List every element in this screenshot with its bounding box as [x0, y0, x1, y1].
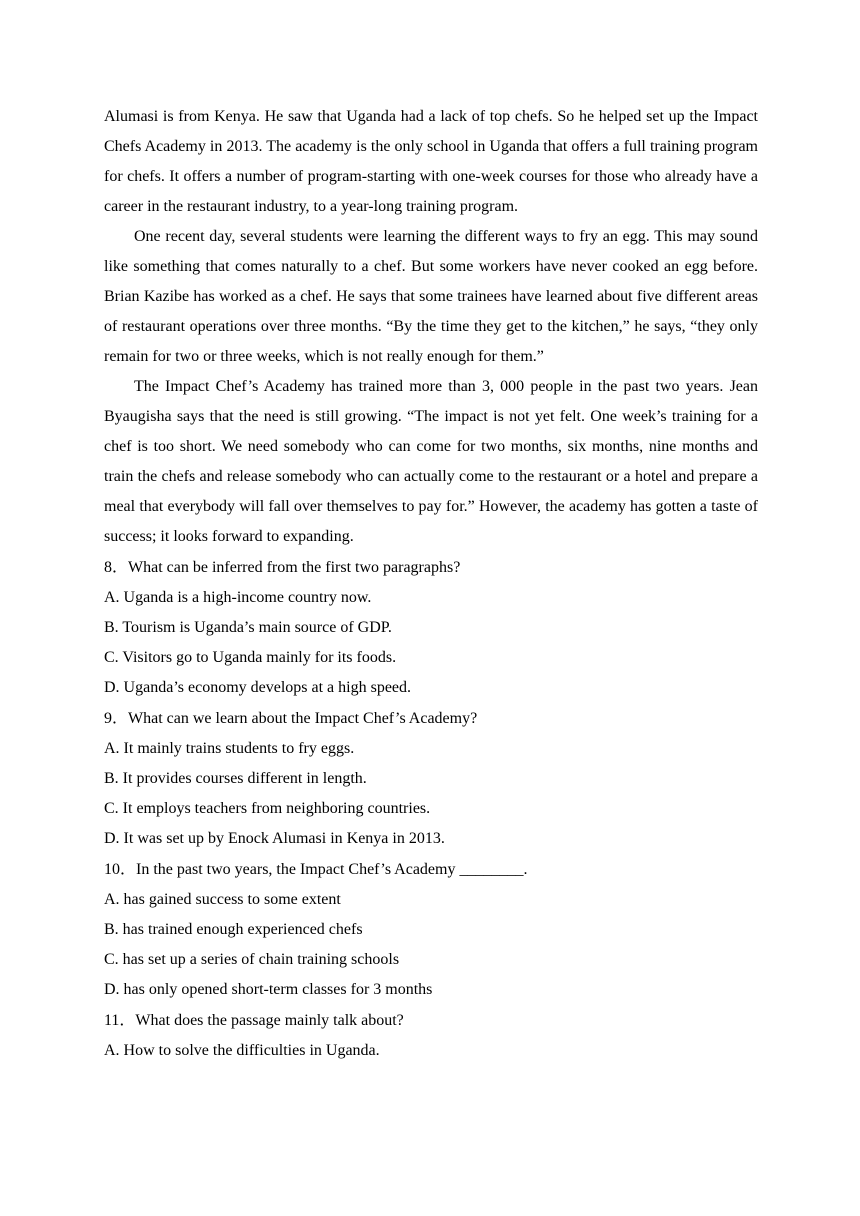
option-b: B. Tourism is Uganda’s main source of GDP.	[104, 619, 392, 636]
question-stem	[104, 553, 758, 583]
question-8	[104, 553, 758, 703]
option-c: C. It employs teachers from neighboring countries.	[104, 800, 431, 817]
passage-paragraph-1: Alumasi is from Kenya. He saw that Uganda had a lack of top chefs. So he helped set up the Impact Chefs Academy in 2013. The academy is the only school in Uganda that offers a full training program for chefs. It offers a number of program-starting with one-week courses for those who already have a career in the restaurant industry, to a year-long training program.	[104, 108, 758, 215]
question-11	[104, 1006, 758, 1066]
option-d: D. Uganda’s economy develops at a high speed.	[104, 679, 412, 696]
question-stem	[104, 855, 758, 885]
option-d: D. It was set up by Enock Alumasi in Kenya in 2013.	[104, 830, 445, 847]
question-text: What does the passage mainly talk about?	[135, 1012, 404, 1029]
question-text: In the past two years, the Impact Chef’s Academy ________.	[136, 861, 528, 878]
question-number: 8．	[104, 559, 129, 576]
question-9	[104, 704, 758, 854]
option-a: A. How to solve the difficulties in Uganda.	[104, 1042, 380, 1059]
question-number: 10．	[104, 861, 137, 878]
question-number: 9．	[104, 710, 129, 727]
question-stem	[104, 704, 758, 734]
option-a: A. has gained success to some extent	[104, 891, 341, 908]
option-b: B. has trained enough experienced chefs	[104, 921, 363, 938]
question-number: 11．	[104, 1012, 136, 1029]
question-text: What can be inferred from the first two paragraphs?	[128, 559, 461, 576]
option-a: A. It mainly trains students to fry eggs.	[104, 740, 355, 757]
option-b: B. It provides courses different in length.	[104, 770, 367, 787]
passage	[104, 102, 758, 552]
option-c: C. has set up a series of chain training schools	[104, 951, 400, 968]
passage-paragraph-3: The Impact Chef’s Academy has trained more than 3, 000 people in the past two years. Jean Byaugisha says that the need is still growing. “The impact is not yet felt. One week’s training for a chef is too short. We need somebody who can come for two months, six months, nine months and train the chefs and release somebody who can actually come to the restaurant or a hotel and prepare a meal that everybody will fall over themselves to pay for.” However, the academy has gotten a taste of success; it looks forward to expanding.	[104, 378, 758, 545]
question-text: What can we learn about the Impact Chef’s Academy?	[128, 710, 478, 727]
question-stem	[104, 1006, 758, 1036]
question-10	[104, 855, 758, 1005]
option-d: D. has only opened short-term classes for 3 months	[104, 981, 433, 998]
option-a: A. Uganda is a high-income country now.	[104, 589, 372, 606]
passage-paragraph-2: One recent day, several students were learning the different ways to fry an egg. This may sound like something that comes naturally to a chef. But some workers have never cooked an egg before. Brian Kazibe has worked as a chef. He says that some trainees have learned about five different areas of restaurant operations over three months. “By the time they get to the kitchen,” he says, “they only remain for two or three weeks, which is not really enough for them.”	[104, 228, 758, 365]
option-c: C. Visitors go to Uganda mainly for its foods.	[104, 649, 397, 666]
